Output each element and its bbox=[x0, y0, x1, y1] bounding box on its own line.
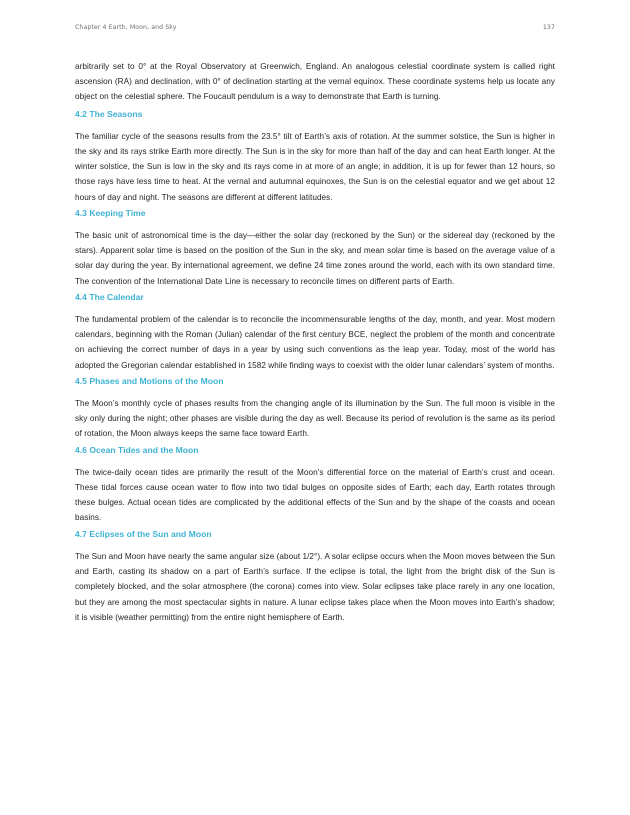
section-heading: 4.5 Phases and Motions of the Moon bbox=[75, 375, 224, 386]
section-keeping-time bbox=[75, 205, 555, 289]
section-eclipses bbox=[75, 526, 555, 625]
section-heading: 4.6 Ocean Tides and the Moon bbox=[75, 444, 199, 455]
section-paragraph: The familiar cycle of the seasons results from the 23.5° tilt of Earth’s axis of rotation. At the summer solstice, the Sun is higher in the sky and its rays strike Earth more directly. The Sun is in the sky for more than half of the day and can heat Earth longer. At the winter solstice, the Sun is low in the sky and its rays come in at more of an angle; in addition, it is up for fewer than 12 hours, so those rays have less time to heat. At the vernal and autumnal equinoxes, the Sun is on the celestial equator and we get about 12 hours of day and night. The seasons are different at different latitudes. bbox=[75, 131, 555, 202]
section-paragraph: The fundamental problem of the calendar is to reconcile the incommensurable lengths of the day, month, and year. Most modern calendars, beginning with the Roman (Julian) calendar of the first century BCE, neglect the problem of the month and concentrate on achieving the correct number of days in a year by using such conventions as the leap year. Today, most of the world has adopted the Gregorian calendar established in 1582 while finding ways to coexist with the older lunar calendars’ system of months. bbox=[75, 315, 555, 370]
page-number: 137 bbox=[542, 24, 555, 31]
section-paragraph: The Moon’s monthly cycle of phases results from the changing angle of its illumination by the Sun. The full moon is visible in the sky only during the night; other phases are visible during the day as well. Because its period of revolution is the same as its period of rotation, the Moon always keeps the same face toward Earth. bbox=[75, 399, 555, 439]
section-moon-phases bbox=[75, 373, 555, 442]
section-calendar bbox=[75, 289, 555, 373]
section-paragraph: The twice-daily ocean tides are primarily the result of the Moon’s differential force on the material of Earth’s crust and ocean. These tidal forces cause ocean water to flow into two tidal bulges on opposite sides of Earth; each day, Earth rotates through these bulges. Actual ocean tides are complicated by the additional effects of the Sun and by the shape of the coasts and ocean basins. bbox=[75, 467, 555, 523]
section-paragraph: The basic unit of astronomical time is the day—either the solar day (reckoned by the Sun) or the sidereal day (reckoned by the stars). Apparent solar time is based on the position of the Sun in the sky, and mean solar time is based on the average value of a solar day during the year. By international agreement, we define 24 time zones around the world, each with its own standard time. The convention of the International Date Line is necessary to reconcile times on different parts of Earth. bbox=[75, 231, 555, 286]
section-heading: 4.2 The Seasons bbox=[75, 108, 143, 119]
section-heading: 4.3 Keeping Time bbox=[75, 207, 146, 218]
running-header bbox=[75, 24, 555, 36]
chapter-title: Chapter 4 Earth, Moon, and Sky bbox=[75, 24, 177, 31]
section-heading: 4.4 The Calendar bbox=[75, 291, 144, 302]
section-heading: 4.7 Eclipses of the Sun and Moon bbox=[75, 528, 212, 539]
section-seasons bbox=[75, 106, 555, 205]
section-ocean-tides bbox=[75, 442, 555, 526]
intro-paragraph: arbitrarily set to 0° at the Royal Observatory at Greenwich, England. An analogous celestial coordinate system is called right ascension (RA) and declination, with 0° of declination starting at the vernal equinox. These coordinate systems help us locate any object on the celestial sphere. The Foucault pendulum is a way to demonstrate that Earth is turning. bbox=[75, 62, 555, 102]
page-content bbox=[75, 59, 555, 625]
section-paragraph: The Sun and Moon have nearly the same angular size (about 1/2°). A solar eclipse occurs when the Moon moves between the Sun and Earth, casting its shadow on a part of Earth’s surface. If the eclipse is total, the light from the bright disk of the Sun is completely blocked, and the solar atmosphere (the corona) comes into view. Solar eclipses take place rarely in any one location, but they are among the most spectacular sights in nature. A lunar eclipse takes place when the Moon moves into Earth’s shadow; it is visible (weather permitting) from the entire night hemisphere of Earth. bbox=[75, 551, 555, 622]
